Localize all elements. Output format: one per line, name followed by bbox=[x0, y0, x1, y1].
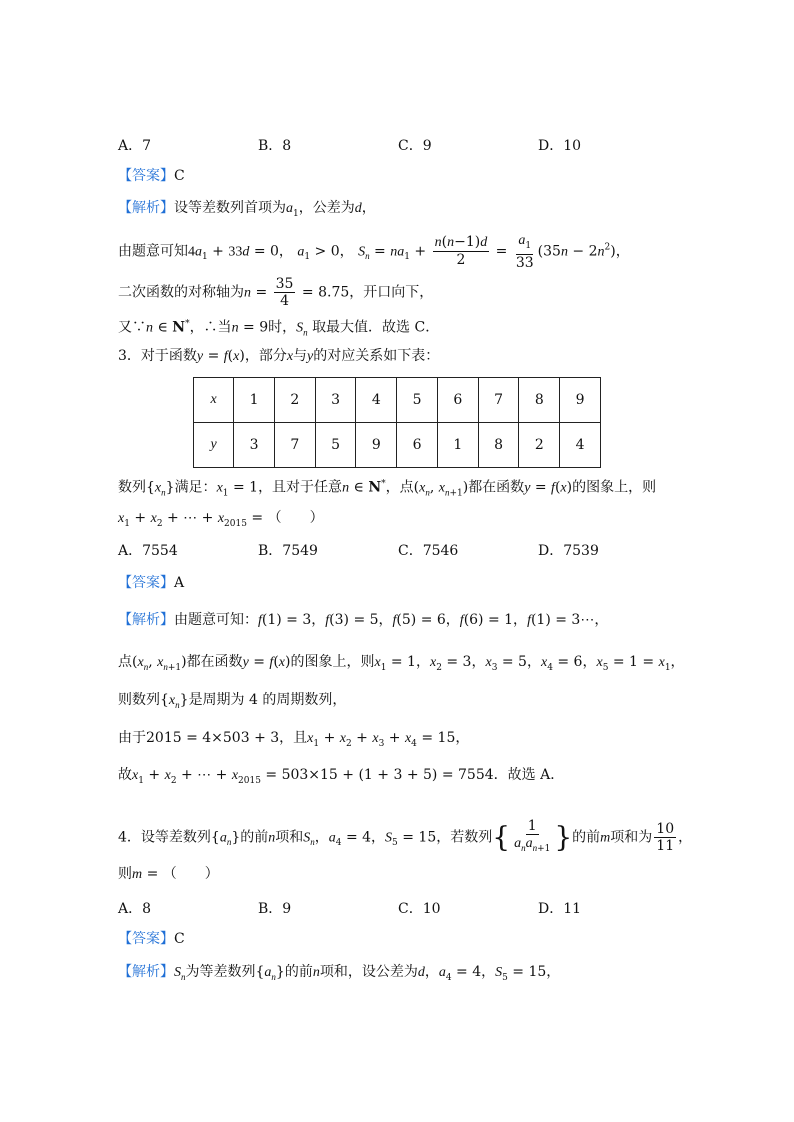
q2-option-a: A．7 bbox=[118, 138, 152, 154]
q3-stem: 3．对于函数y = f(x)，部分x与y的对应关系如下表： bbox=[118, 348, 440, 364]
table-cell: 3 bbox=[315, 378, 356, 423]
table-cell: 8 bbox=[519, 378, 560, 423]
question-text: ，点 bbox=[385, 479, 414, 496]
question-text: 则 bbox=[118, 866, 132, 882]
table-cell: 4 bbox=[560, 423, 601, 468]
answer-tag: 【答案】 bbox=[118, 575, 174, 591]
table-header-x: x bbox=[194, 378, 234, 423]
xy-table bbox=[193, 377, 601, 468]
table-cell: 7 bbox=[274, 423, 315, 468]
analysis-text: 设等差数列首项为 bbox=[174, 200, 286, 216]
q4-option-b: B．9 bbox=[258, 901, 292, 917]
question-text: 4．设等差数列 bbox=[118, 829, 211, 846]
analysis-text: 点 bbox=[118, 654, 132, 670]
table-cell: 3 bbox=[234, 423, 275, 468]
question-text: ，且对于任意 bbox=[258, 479, 343, 496]
table-cell: 7 bbox=[478, 378, 519, 423]
table-cell: 9 bbox=[356, 423, 397, 468]
answer-tag: 【答案】 bbox=[118, 168, 174, 184]
q2-analysis-line3: 二次函数的对称轴为n = $\frac{35}{4}$ = 8.75，开口向下， bbox=[118, 276, 434, 309]
table-cell: 6 bbox=[397, 423, 438, 468]
answer-tag: 【答案】 bbox=[118, 931, 174, 947]
table-cell: 8 bbox=[478, 423, 519, 468]
analysis-text: ，公差为 bbox=[298, 200, 355, 216]
q4-option-a: A．8 bbox=[118, 901, 152, 917]
analysis-text: 是周期为 4 的周期数列， bbox=[188, 692, 347, 708]
answer-value: A bbox=[174, 575, 185, 591]
question-text: 与 bbox=[293, 348, 308, 364]
q2-answer bbox=[118, 166, 185, 186]
analysis-tag: 【解析】 bbox=[118, 612, 174, 628]
analysis-text: 由题意可知 bbox=[118, 243, 188, 260]
question-text: 项和为 bbox=[610, 829, 653, 846]
answer-blank: （ ） bbox=[267, 510, 324, 526]
table-cell: 6 bbox=[437, 378, 478, 423]
analysis-text: 由题意可知： bbox=[174, 612, 258, 628]
table-cell: 1 bbox=[234, 378, 275, 423]
analysis-text: 故 bbox=[118, 767, 132, 783]
analysis-text: 都在函数 bbox=[186, 654, 243, 670]
table-header-y: y bbox=[194, 423, 234, 468]
q3-analysis-line4: 由于2015 = 4×503 + 3，且$x_1 + x_2 + x_3 + x_4 = 15$， bbox=[118, 730, 470, 749]
q3-analysis-line3: 则数列$\{x_n\}$是周期为 4 的周期数列， bbox=[118, 692, 347, 710]
analysis-text: 则数列 bbox=[118, 692, 160, 708]
q3-analysis-line5: 故$x_1 + x_2$ + ⋯ + $x_{2015} = 503\times 15 + (1 + 3 + 5) = 7554$．故选 A． bbox=[118, 767, 565, 786]
analysis-text: 取最大值．故选 C． bbox=[312, 319, 440, 336]
answer-value: C bbox=[174, 168, 185, 184]
answer-value: C bbox=[174, 931, 185, 947]
q3-analysis-line2: 点($x_n$, $x_{n+1}$)都在函数y = f(x)的图象上，则$x_1 = 1$，$x_2 = 3$，$x_3 = 5$，$x_4 = 6$，$x_5 = 1 = x_1$， bbox=[118, 654, 685, 673]
analysis-text: 由于 bbox=[118, 730, 146, 746]
table-cell: 5 bbox=[315, 423, 356, 468]
q4-analysis-line1: 【解析】$S_n$为等差数列$\{a_n\}$的前n项和，设公差为d，$a_4 = 4$，$S_5 = 15$， bbox=[118, 964, 561, 983]
question-text: 满足： bbox=[174, 479, 217, 496]
question-text: 的图象上，则 bbox=[572, 479, 657, 496]
question-text: 3．对于函数 bbox=[118, 348, 197, 364]
analysis-text: 的前 bbox=[284, 964, 313, 980]
analysis-text: ，且 bbox=[279, 730, 308, 746]
q2-option-b: B．8 bbox=[258, 138, 292, 154]
analysis-text: 二次函数的对称轴为 bbox=[118, 284, 244, 301]
q3-option-b: B．7549 bbox=[258, 543, 318, 559]
analysis-text: 的图象上，则 bbox=[290, 654, 375, 670]
q2-option-c: C．9 bbox=[398, 138, 432, 154]
q3-option-c: C．7546 bbox=[398, 543, 459, 559]
q3-sum: $x_1 + x_2$ + ⋯ + $x_{2015}$ = （ ） bbox=[118, 510, 324, 529]
question-text: 的前 bbox=[240, 829, 269, 846]
question-text: 都在函数 bbox=[468, 479, 525, 496]
analysis-text: ，开口向下， bbox=[349, 284, 434, 301]
question-text: 项和 bbox=[275, 829, 304, 846]
analysis-tag: 【解析】 bbox=[118, 964, 174, 980]
analysis-text: ，∴当 bbox=[189, 319, 232, 336]
analysis-text: ．故选 A． bbox=[493, 767, 565, 783]
table-cell: 4 bbox=[356, 378, 397, 423]
table-cell: 5 bbox=[397, 378, 438, 423]
q4-option-c: C．10 bbox=[398, 901, 441, 917]
q4-option-d: D．11 bbox=[538, 901, 582, 917]
analysis-tag: 【解析】 bbox=[118, 200, 174, 216]
q2-analysis-line2: 由题意可知$4a_1 + 33d = 0$， $a_1 > 0$， $S_n = na_1$ + $\frac{n(n-1)d}{2}$ = $\frac{a_1}{33}$ $(35n - 2n^2)$， bbox=[118, 233, 630, 271]
q4-answer bbox=[118, 929, 185, 949]
q3-option-a: A．7554 bbox=[118, 543, 178, 559]
table-row-y bbox=[194, 423, 601, 468]
q3-condition: 数列$\{x_n\}$满足：$x_1 = 1$，且对于任意n ∈ N*，点($x_n$, $x_{n+1}$)都在函数y = f(x)的图象上，则 bbox=[118, 479, 657, 499]
q2-analysis-line1: 【解析】设等差数列首项为$a_1$，公差为d， bbox=[118, 200, 376, 219]
q2-analysis-line4: 又∵n ∈ N*，∴当n = 9时，$S_n$ 取最大值．故选 C． bbox=[118, 319, 440, 338]
table-cell: 9 bbox=[560, 378, 601, 423]
table-row-x bbox=[194, 378, 601, 423]
question-text: ，若数列 bbox=[436, 829, 493, 846]
analysis-text: 项和，设公差为 bbox=[319, 964, 418, 980]
answer-blank: （ ） bbox=[162, 866, 219, 882]
question-text: 的对应关系如下表： bbox=[313, 348, 440, 364]
table-cell: 1 bbox=[437, 423, 478, 468]
question-text: 的前 bbox=[572, 829, 601, 846]
q3-option-d: D．7539 bbox=[538, 543, 599, 559]
q3-analysis-line1: 【解析】由题意可知：f(1) = 3，f(3) = 5，f(5) = 6，f(6) = 1，f(1) = 3⋯， bbox=[118, 612, 609, 628]
table-cell: 2 bbox=[519, 423, 560, 468]
analysis-text: 为等差数列 bbox=[185, 964, 256, 980]
question-text: ，部分 bbox=[244, 348, 287, 364]
q4-stem: 4．设等差数列$\{a_n\}$的前n项和$S_n$，$a_4 = 4$，$S_5 = 15$，若数列{ $\frac{1}{a_na_{n+1}}$ }的前m项和为 $\frac{10}{11}$ ， bbox=[118, 818, 693, 854]
table-cell: 2 bbox=[274, 378, 315, 423]
analysis-text: 时， bbox=[268, 319, 297, 336]
q2-option-d: D．10 bbox=[538, 138, 582, 154]
question-text: 数列 bbox=[118, 479, 146, 496]
analysis-text: 又∵ bbox=[118, 319, 146, 336]
q4-then: 则m = （ ） bbox=[118, 866, 219, 882]
q3-answer bbox=[118, 573, 184, 593]
